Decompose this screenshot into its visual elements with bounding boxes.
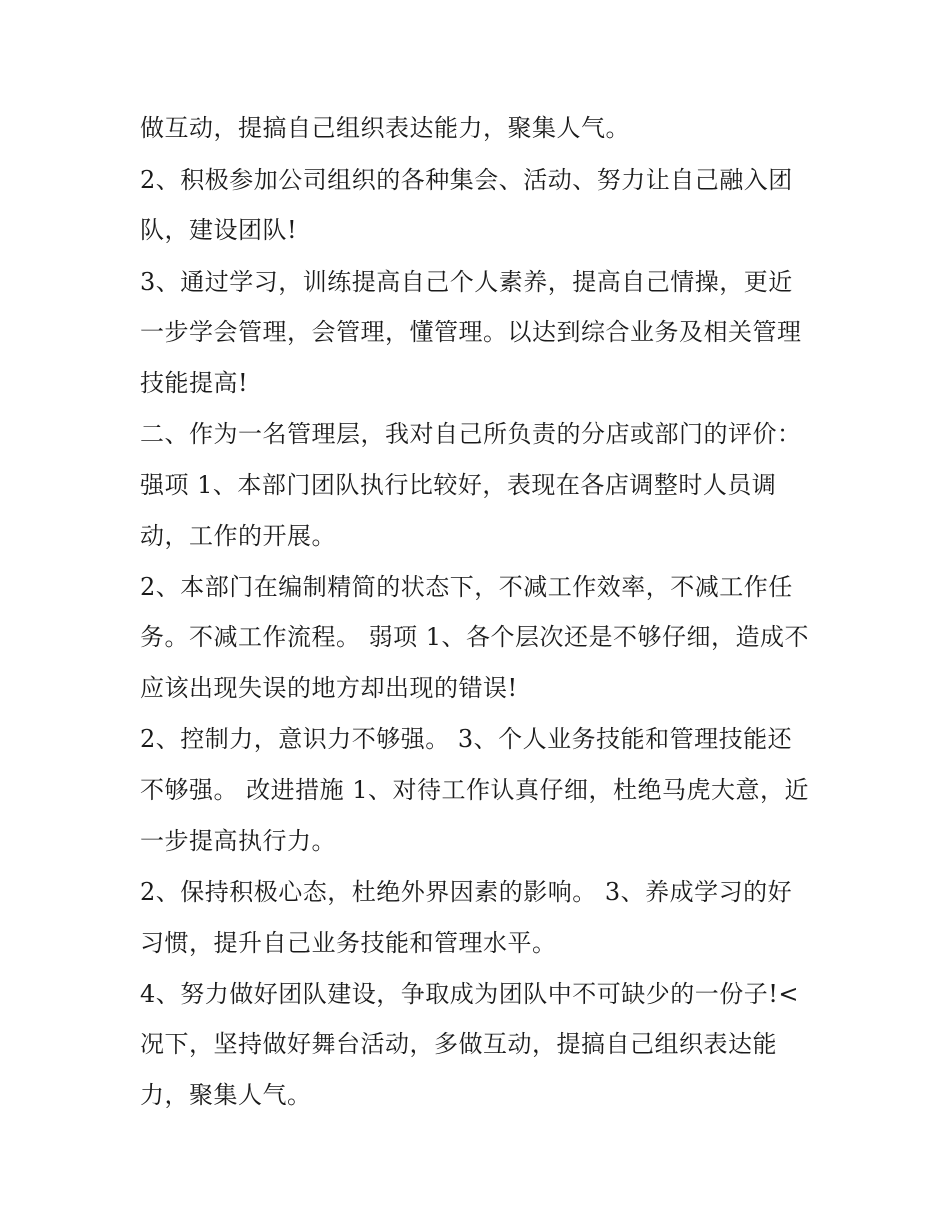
text-line-6: 技能提高! — [140, 369, 249, 397]
text-line-8: 强项 1、本部门团队执行比较好，表现在各店调整时人员调 — [140, 471, 777, 499]
text-line-13: 2、控制力，意识力不够强。 3、个人业务技能和管理技能还 — [140, 725, 793, 753]
text-line-15: 一步提高执行力。 — [140, 827, 336, 855]
text-line-5: 一步学会管理，会管理，懂管理。以达到综合业务及相关管理 — [140, 318, 802, 346]
text-line-20: 力，聚集人气。 — [140, 1081, 312, 1109]
text-line-9: 动，工作的开展。 — [140, 522, 336, 550]
text-line-2: 2、积极参加公司组织的各种集会、活动、努力让自己融入团 — [140, 166, 793, 194]
text-line-18: 4、努力做好团队建设，争取成为团队中不可缺少的一份子!< — [140, 980, 800, 1008]
text-line-12: 应该出现失误的地方却出现的错误! — [140, 674, 518, 702]
text-line-7: 二、作为一名管理层，我对自己所负责的分店或部门的评价： — [140, 420, 802, 448]
text-line-10: 2、本部门在编制精简的状态下，不减工作效率，不减工作任 — [140, 573, 793, 601]
text-line-17: 习惯，提升自己业务技能和管理水平。 — [140, 929, 557, 957]
text-line-4: 3、通过学习，训练提高自己个人素养，提高自己情操，更近 — [140, 268, 793, 296]
text-line-1: 做互动，提搞自己组织表达能力，聚集人气。 — [140, 114, 630, 142]
text-line-3: 队，建设团队! — [140, 216, 298, 244]
text-line-14: 不够强。 改进措施 1、对待工作认真仔细，杜绝马虎大意，近 — [140, 776, 810, 804]
text-line-19: 况下，坚持做好舞台活动，多做互动，提搞自己组织表达能 — [140, 1030, 777, 1058]
text-line-16: 2、保持积极心态，杜绝外界因素的影响。 3、养成学习的好 — [140, 878, 793, 906]
text-line-11: 务。不减工作流程。 弱项 1、各个层次还是不够仔细，造成不 — [140, 623, 810, 651]
